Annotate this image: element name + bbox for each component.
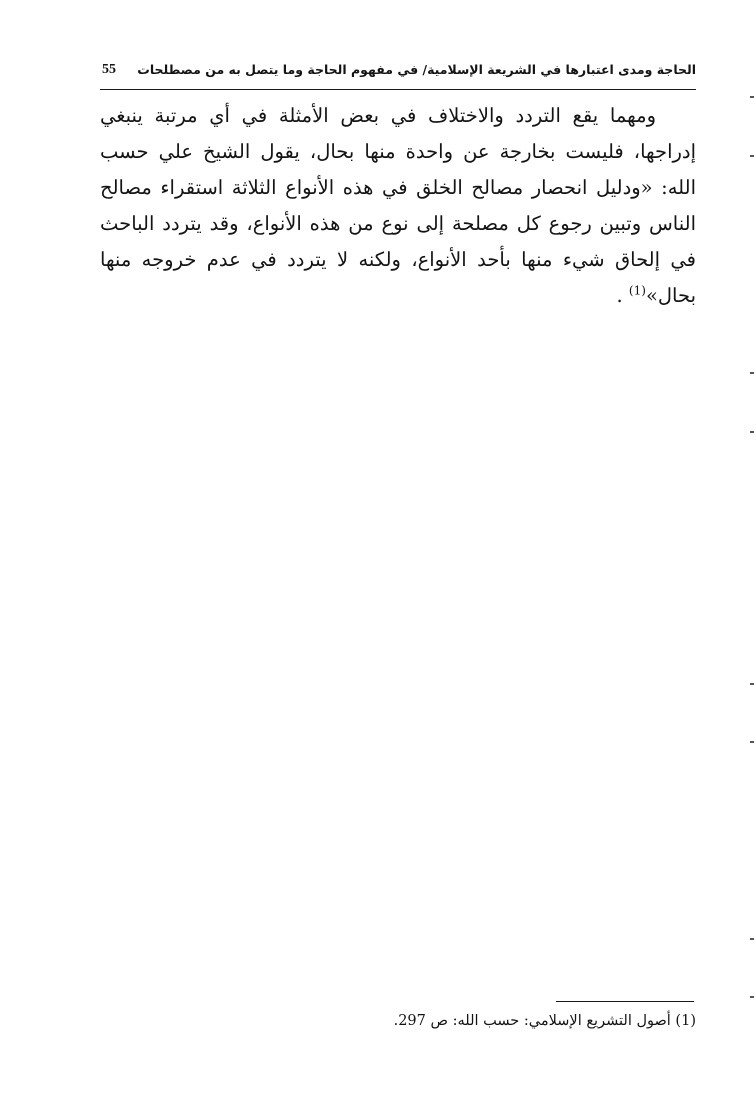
final-punctuation: . <box>616 284 623 307</box>
body-line: الناس وتبين رجوع كل مصلحة إلى نوع من هذه الأنواع، وقد يتردد الباحث <box>100 212 696 235</box>
body-line-last <box>100 278 696 314</box>
running-header <box>100 58 696 86</box>
header-rule <box>100 89 696 90</box>
footnote: (1) أصول التشريع الإسلامي: حسب الله: ص 297. <box>393 1013 696 1029</box>
body-line: في إلحاق شيء منها بأحد الأنواع، ولكنه لا يتردد في عدم خروجه منها <box>100 248 696 271</box>
quote-end-text: بحال» <box>645 284 696 307</box>
scan-margin-mark <box>750 741 754 743</box>
body-line: إدراجها، فليست بخارجة عن واحدة منها بحال، يقول الشيخ علي حسب <box>100 140 696 163</box>
scan-margin-mark <box>750 938 754 940</box>
scan-margin-mark <box>750 155 754 157</box>
footnote-reference: (1) <box>628 283 646 298</box>
header-title: الحاجة ومدى اعتبارها في الشريعة الإسلامية/ في مفهوم الحاجة وما يتصل به من مصطلحات <box>137 62 696 77</box>
page-number: 55 <box>102 62 116 77</box>
scan-margin-mark <box>750 996 754 998</box>
scan-margin-mark <box>750 372 754 374</box>
scan-margin-mark <box>750 431 754 433</box>
body-paragraph <box>100 98 696 314</box>
body-line: ومهما يقع التردد والاختلاف في بعض الأمثلة في أي مرتبة ينبغي <box>100 104 656 127</box>
footnote-separator <box>556 1001 694 1002</box>
scan-margin-mark <box>750 96 754 98</box>
scan-margin-mark <box>750 683 754 685</box>
body-line: الله: «ودليل انحصار مصالح الخلق في هذه الأنواع الثلاثة استقراء مصالح <box>100 176 696 199</box>
